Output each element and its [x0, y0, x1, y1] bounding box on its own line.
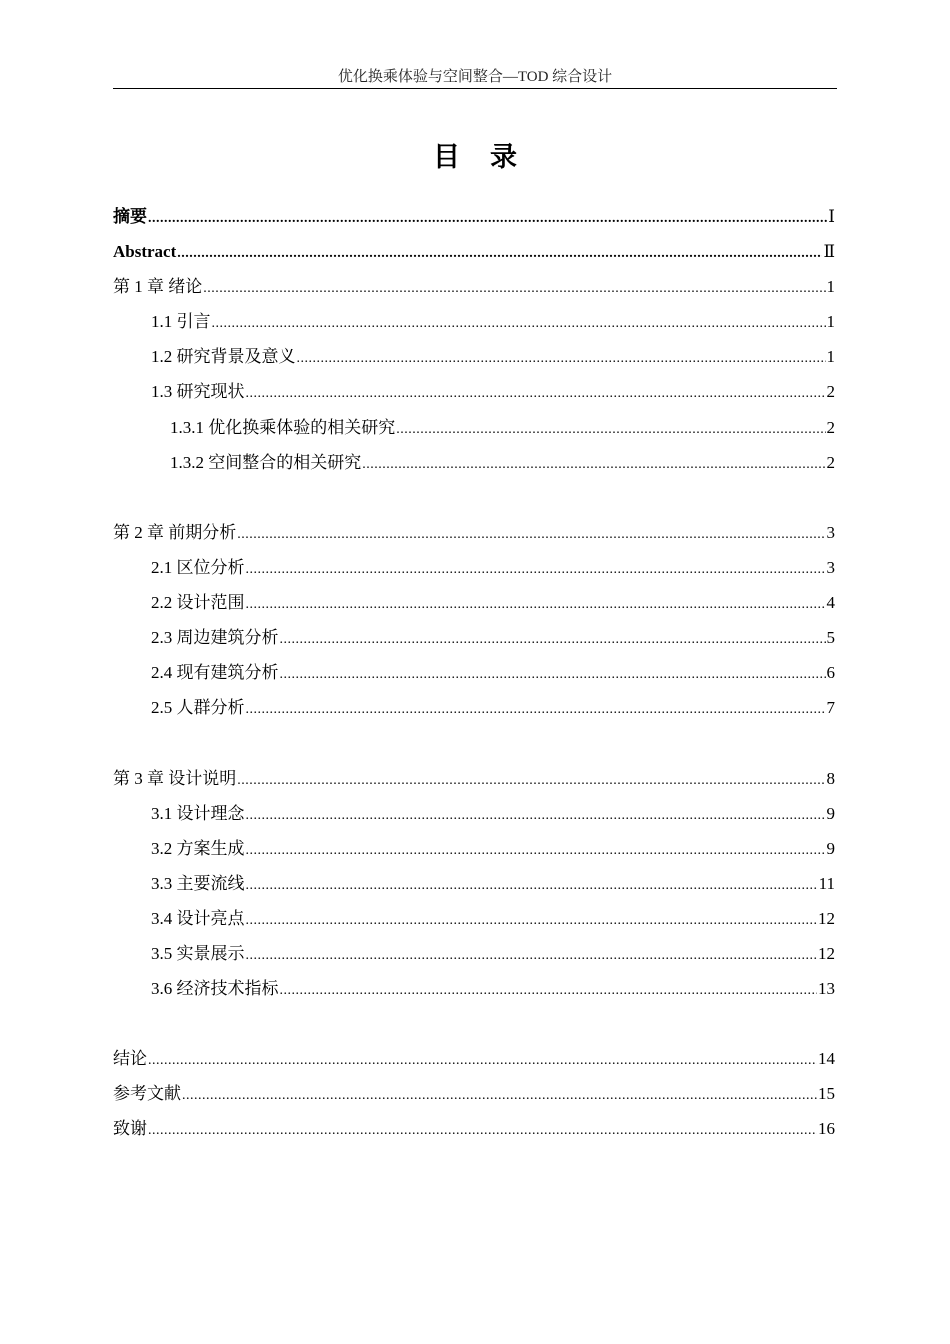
toc-entry-page-number: 9 — [826, 838, 835, 858]
toc-entry-page-number: 2 — [826, 382, 835, 402]
toc-dot-leader — [246, 690, 826, 727]
toc-entry-label: 第 2 章 前期分析 — [113, 522, 237, 542]
toc-dot-leader — [182, 1076, 817, 1113]
toc-entry-label: 3.6 经济技术指标 — [151, 979, 279, 999]
toc-entry[interactable] — [113, 831, 835, 866]
toc-entry-label: 致谢 — [113, 1119, 147, 1139]
toc-entry-page-number: 11 — [818, 873, 835, 893]
toc-entry-label: 3.5 实景展示 — [151, 943, 245, 963]
toc-dot-leader — [246, 550, 826, 587]
toc-entry-page-number: 2 — [826, 452, 835, 472]
toc-entry[interactable] — [113, 269, 835, 304]
toc-entry-label: 摘要 — [113, 207, 147, 226]
table-of-contents — [113, 199, 835, 1147]
toc-dot-leader — [212, 304, 826, 341]
toc-entry-page-number: 9 — [826, 803, 835, 823]
toc-entry-page-number: Ⅰ — [828, 207, 835, 226]
toc-entry[interactable] — [113, 339, 835, 374]
running-header — [113, 66, 837, 89]
toc-dot-leader — [246, 585, 826, 622]
toc-dot-leader — [246, 796, 826, 833]
toc-dot-leader — [246, 901, 818, 938]
toc-dot-leader — [280, 620, 826, 657]
toc-entry-label: 3.1 设计理念 — [151, 803, 245, 823]
toc-dot-leader — [203, 269, 825, 306]
toc-entry[interactable] — [113, 1041, 835, 1076]
toc-entry-label: 1.3.2 空间整合的相关研究 — [170, 452, 362, 472]
toc-entry[interactable] — [113, 374, 835, 409]
toc-dot-leader — [246, 374, 826, 411]
toc-entry-page-number: 1 — [826, 312, 835, 332]
toc-entry[interactable] — [113, 971, 835, 1006]
toc-entry-label: 1.2 研究背景及意义 — [151, 347, 296, 367]
toc-entry[interactable] — [113, 761, 835, 796]
toc-entry-label: 3.3 主要流线 — [151, 873, 245, 893]
toc-entry-page-number: 12 — [818, 908, 835, 928]
toc-dot-leader — [148, 1111, 817, 1148]
toc-entry[interactable] — [113, 901, 835, 936]
toc-entry-label: 2.5 人群分析 — [151, 698, 245, 718]
toc-entry[interactable] — [113, 655, 835, 690]
toc-entry-page-number: 15 — [818, 1084, 835, 1104]
toc-entry-label: 3.2 方案生成 — [151, 838, 245, 858]
toc-entry-label: 2.3 周边建筑分析 — [151, 628, 279, 648]
toc-entry[interactable] — [113, 620, 835, 655]
toc-entry-label: 第 1 章 绪论 — [113, 277, 203, 297]
toc-dot-leader — [237, 761, 825, 798]
toc-dot-leader — [148, 1041, 817, 1078]
toc-dot-leader — [396, 410, 825, 447]
toc-entry[interactable] — [113, 796, 835, 831]
toc-entry-label: 结论 — [113, 1049, 147, 1069]
toc-dot-leader — [246, 866, 818, 903]
toc-entry-page-number: 13 — [818, 979, 835, 999]
toc-entry-page-number: 16 — [818, 1119, 835, 1139]
toc-entry-page-number: 5 — [826, 628, 835, 648]
toc-entry-label: 2.2 设计范围 — [151, 593, 245, 613]
toc-entry-page-number: 6 — [826, 663, 835, 683]
toc-entry-page-number: 7 — [826, 698, 835, 718]
toc-dot-leader — [148, 199, 827, 236]
toc-entry-label: 3.4 设计亮点 — [151, 908, 245, 928]
toc-dot-leader — [246, 936, 818, 973]
toc-entry-label: 1.3.1 优化换乘体验的相关研究 — [170, 417, 396, 437]
toc-dot-leader — [280, 655, 826, 692]
toc-entry-page-number: 2 — [826, 417, 835, 437]
toc-entry[interactable] — [113, 585, 835, 620]
toc-entry-page-number: 4 — [826, 593, 835, 613]
toc-entry[interactable] — [113, 515, 835, 550]
toc-entry[interactable] — [113, 1111, 835, 1146]
toc-entry-page-number: 3 — [826, 522, 835, 542]
toc-entry-page-number: 8 — [826, 768, 835, 788]
toc-entry-label: 第 3 章 设计说明 — [113, 768, 237, 788]
toc-entry[interactable] — [113, 410, 835, 445]
toc-dot-leader — [297, 339, 826, 376]
toc-entry[interactable] — [113, 445, 835, 480]
toc-entry-page-number: 1 — [826, 347, 835, 367]
toc-entry-label: 2.1 区位分析 — [151, 557, 245, 577]
toc-entry-page-number: 12 — [818, 943, 835, 963]
toc-entry[interactable] — [113, 234, 835, 269]
toc-entry-label: 1.1 引言 — [151, 312, 211, 332]
toc-dot-leader — [280, 971, 818, 1008]
toc-dot-leader — [177, 234, 822, 271]
toc-entry[interactable] — [113, 550, 835, 585]
toc-entry-page-number: 3 — [826, 557, 835, 577]
toc-entry-page-number: 1 — [826, 277, 835, 297]
toc-dot-leader — [246, 831, 826, 868]
toc-entry-page-number: Ⅱ — [823, 242, 835, 262]
toc-entry-label: Abstract — [113, 242, 177, 262]
toc-entry[interactable] — [113, 936, 835, 971]
running-header-title: 优化换乘体验与空间整合—TOD 综合设计 — [337, 69, 613, 85]
toc-entry-page-number: 14 — [818, 1049, 835, 1069]
toc-entry[interactable] — [113, 304, 835, 339]
toc-entry[interactable] — [113, 199, 835, 234]
toc-entry-label: 参考文献 — [113, 1084, 181, 1104]
toc-dot-leader — [362, 445, 825, 482]
toc-entry[interactable] — [113, 1076, 835, 1111]
toc-entry-label: 1.3 研究现状 — [151, 382, 245, 402]
toc-title: 目录 — [433, 142, 547, 173]
toc-dot-leader — [237, 515, 825, 552]
toc-entry[interactable] — [113, 866, 835, 901]
toc-entry[interactable] — [113, 690, 835, 725]
toc-entry-label: 2.4 现有建筑分析 — [151, 663, 279, 683]
